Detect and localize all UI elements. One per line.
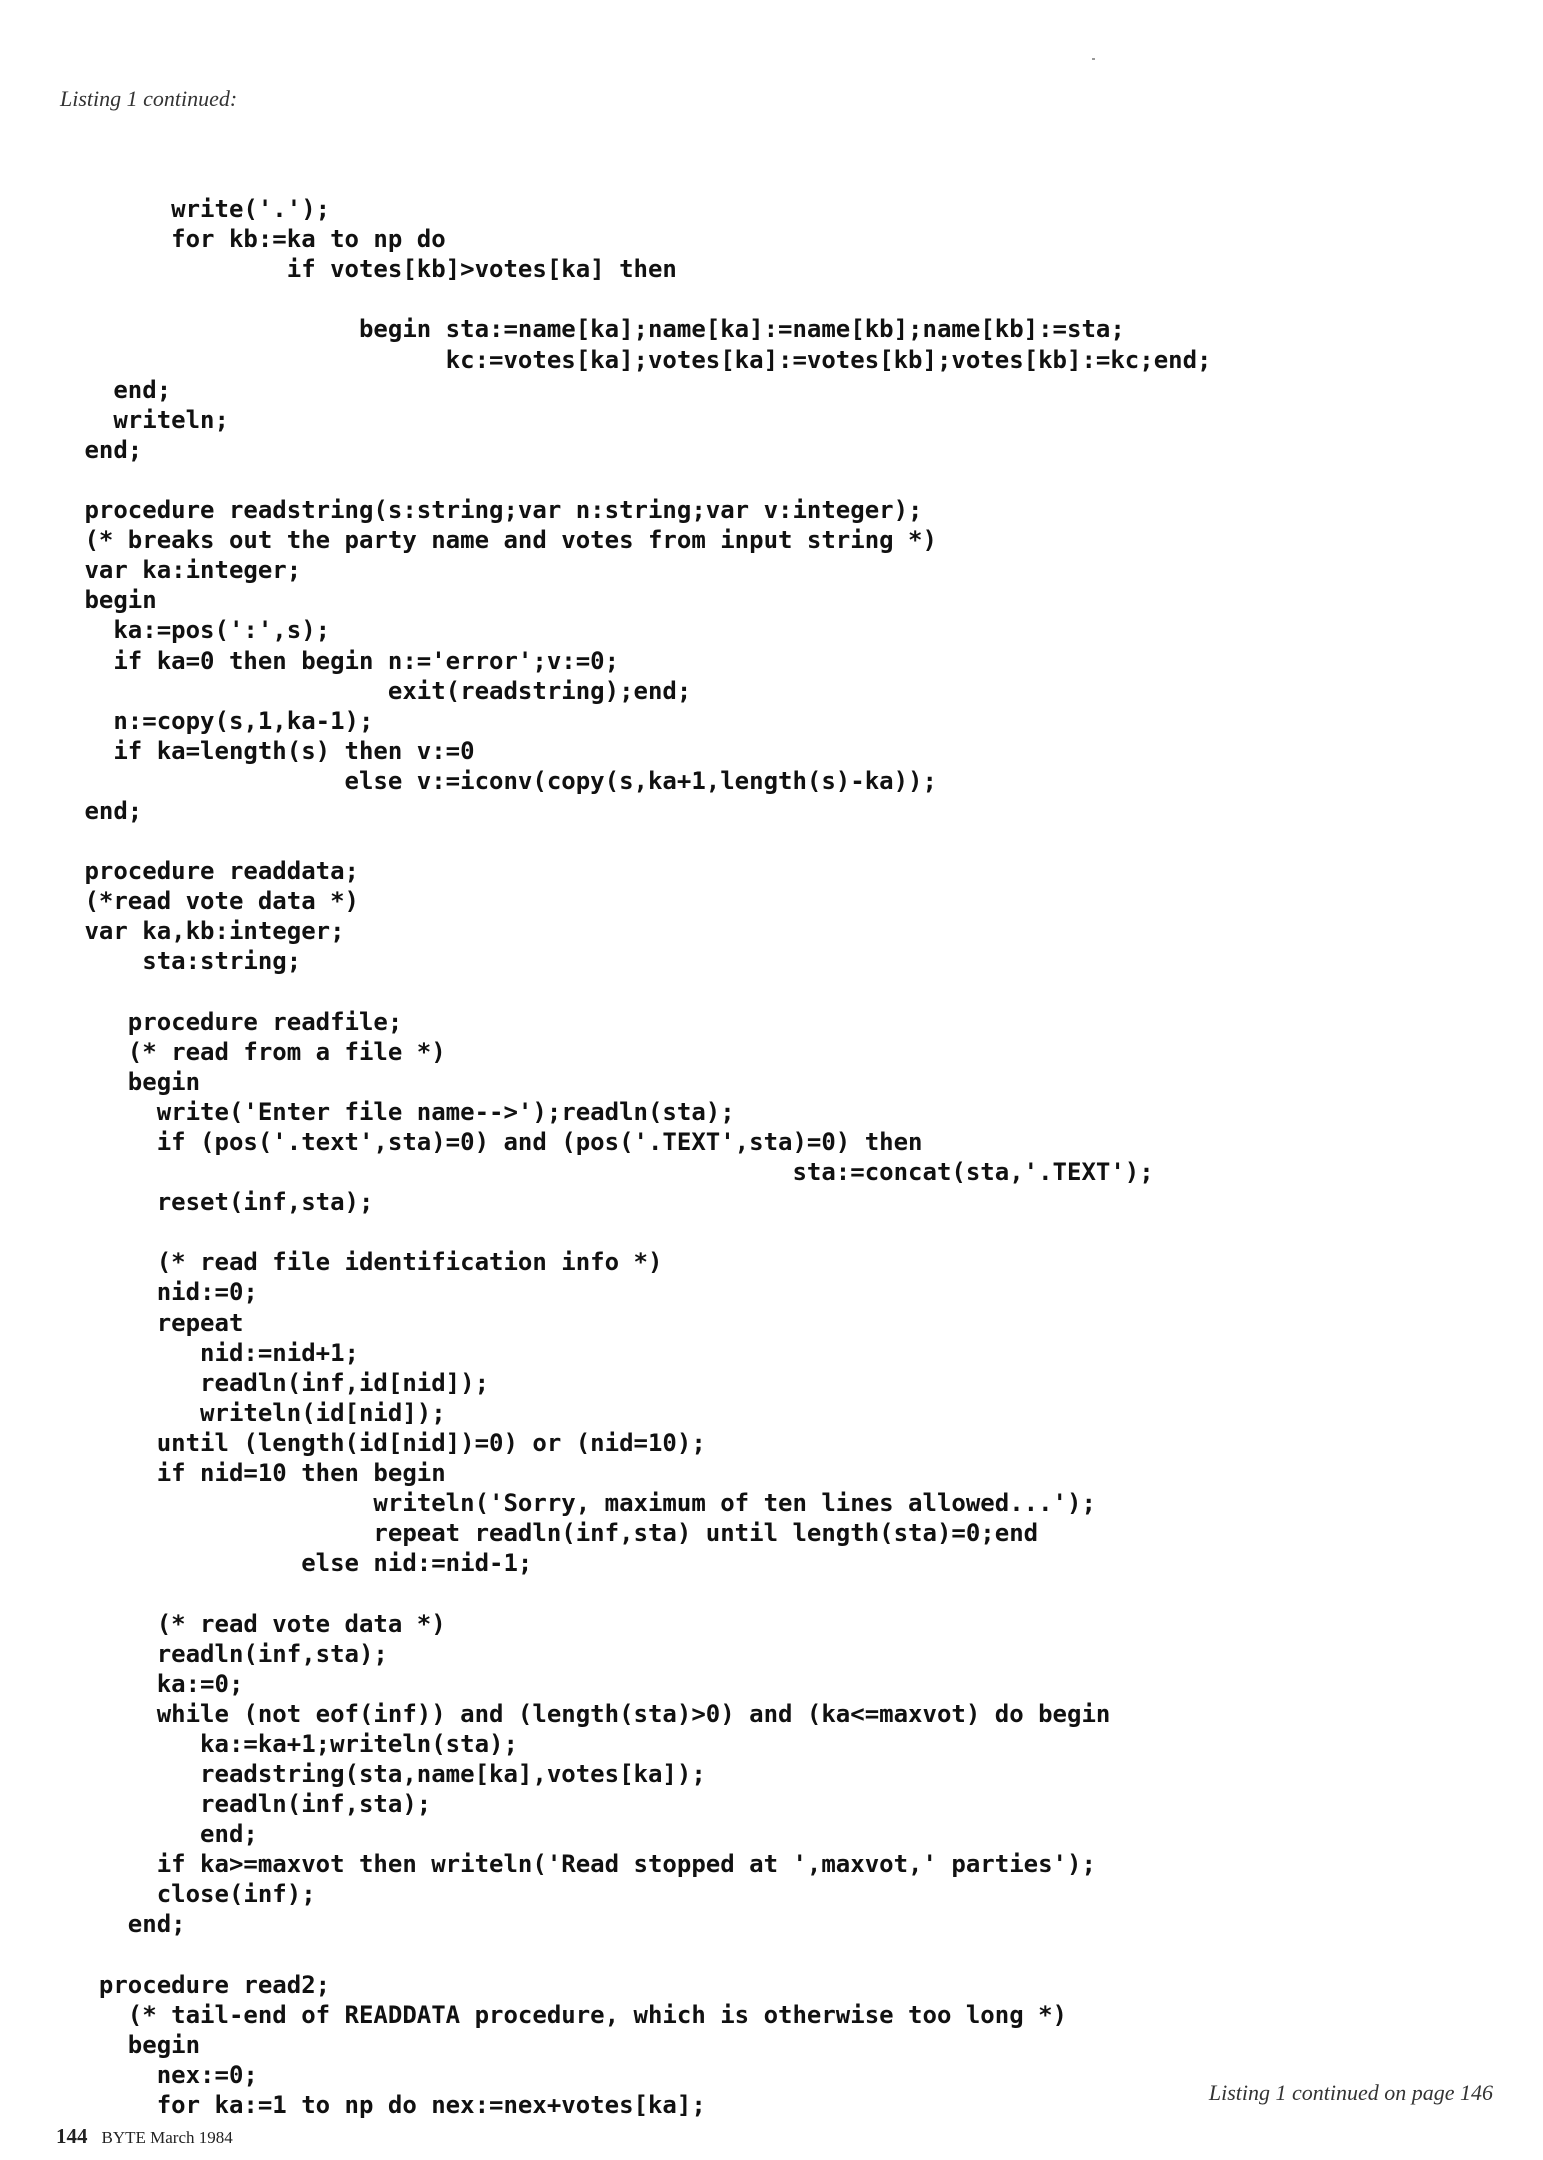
code-line: var ka,kb:integer; [70,917,345,946]
code-line: if ka=0 then begin n:='error';v:=0; [70,646,620,675]
code-line: if ka>=maxvot then writeln('Read stopped at ',maxvot,' parties'); [70,1850,1096,1879]
listing-header: Listing 1 continued: [60,86,238,111]
code-line: write('.'); [70,195,331,224]
code-line: if nid=10 then begin [70,1459,446,1488]
code-line: begin [70,2030,201,2059]
code-line: exit(readstring);end; [70,676,692,705]
code-line: for kb:=ka to np do [70,225,446,254]
code-line: begin [70,1067,201,1096]
code-line: ka:=pos(':',s); [70,616,331,645]
code-line: if votes[kb]>votes[ka] then [70,255,677,284]
code-line: end; [70,1910,186,1939]
code-line [70,1940,1212,1970]
code-line: sta:=concat(sta,'.TEXT'); [70,1158,1154,1187]
code-line: while (not eof(inf)) and (length(sta)>0) and (ka<=maxvot) do begin [70,1699,1111,1728]
code-line: (*read vote data *) [70,887,359,916]
code-line: procedure readfile; [70,1007,403,1036]
code-line: nex:=0; [70,2060,258,2089]
code-line: write('Enter file name-->');readln(sta); [70,1097,735,1126]
code-line: readln(inf,id[nid]); [70,1368,490,1397]
page-number: 144 [56,2124,88,2148]
code-line [70,1217,1212,1247]
code-line: until (length(id[nid])=0) or (nid=10); [70,1428,706,1457]
code-line: if ka=length(s) then v:=0 [70,736,475,765]
code-line: var ka:integer; [70,556,302,585]
code-line [70,826,1212,856]
code-line: nid:=0; [70,1278,258,1307]
code-line: repeat [70,1308,244,1337]
code-line: begin [70,586,157,615]
publication-info: BYTE March 1984 [101,2128,233,2147]
code-listing [70,164,1212,2120]
code-line: (* read file identification info *) [70,1248,663,1277]
code-line: procedure readdata; [70,857,359,886]
code-line: ka:=ka+1;writeln(sta); [70,1729,518,1758]
code-line [70,465,1212,495]
code-line: procedure readstring(s:string;var n:string;var v:integer); [70,496,923,525]
code-line [70,284,1212,314]
code-line: procedure read2; [70,1970,331,1999]
code-line: end; [70,1820,258,1849]
code-line: nid:=nid+1; [70,1338,359,1367]
code-line: (* read vote data *) [70,1609,446,1638]
code-line: (* breaks out the party name and votes from input string *) [70,526,937,555]
code-line: readln(inf,sta); [70,1639,388,1668]
code-line: n:=copy(s,1,ka-1); [70,706,374,735]
code-line: sta:string; [70,947,302,976]
code-line: close(inf); [70,1880,316,1909]
code-line: (* read from a file *) [70,1037,446,1066]
code-line: end; [70,375,172,404]
speck-mark [1092,58,1095,60]
code-line: kc:=votes[ka];votes[ka]:=votes[kb];votes[kb]:=kc;end; [70,345,1212,374]
code-line: readln(inf,sta); [70,1790,432,1819]
code-line: for ka:=1 to np do nex:=nex+votes[ka]; [70,2091,706,2119]
code-line: else v:=iconv(copy(s,ka+1,length(s)-ka)); [70,766,937,795]
code-line: if (pos('.text',sta)=0) and (pos('.TEXT',sta)=0) then [70,1128,923,1156]
code-line: writeln; [70,405,229,434]
code-line: repeat readln(inf,sta) until length(sta)=0;end [70,1519,1039,1548]
code-line: (* tail-end of READDATA procedure, which is otherwise too long *) [70,2000,1067,2029]
code-line: writeln(id[nid]); [70,1398,446,1427]
code-line: begin sta:=name[ka];name[ka]:=name[kb];name[kb]:=sta; [70,315,1125,344]
continuation-note: Listing 1 continued on page 146 [1208,2080,1493,2105]
page-footer [56,2124,233,2149]
code-line [70,977,1212,1007]
code-line: end; [70,796,143,825]
code-line: ka:=0; [70,1669,244,1698]
code-line: writeln('Sorry, maximum of ten lines allowed...'); [70,1489,1096,1518]
code-line: reset(inf,sta); [70,1188,374,1217]
code-line [70,1578,1212,1608]
code-line: else nid:=nid-1; [70,1549,533,1578]
code-line [70,164,1212,194]
code-line: end; [70,435,143,464]
code-line: readstring(sta,name[ka],votes[ka]); [70,1759,706,1788]
